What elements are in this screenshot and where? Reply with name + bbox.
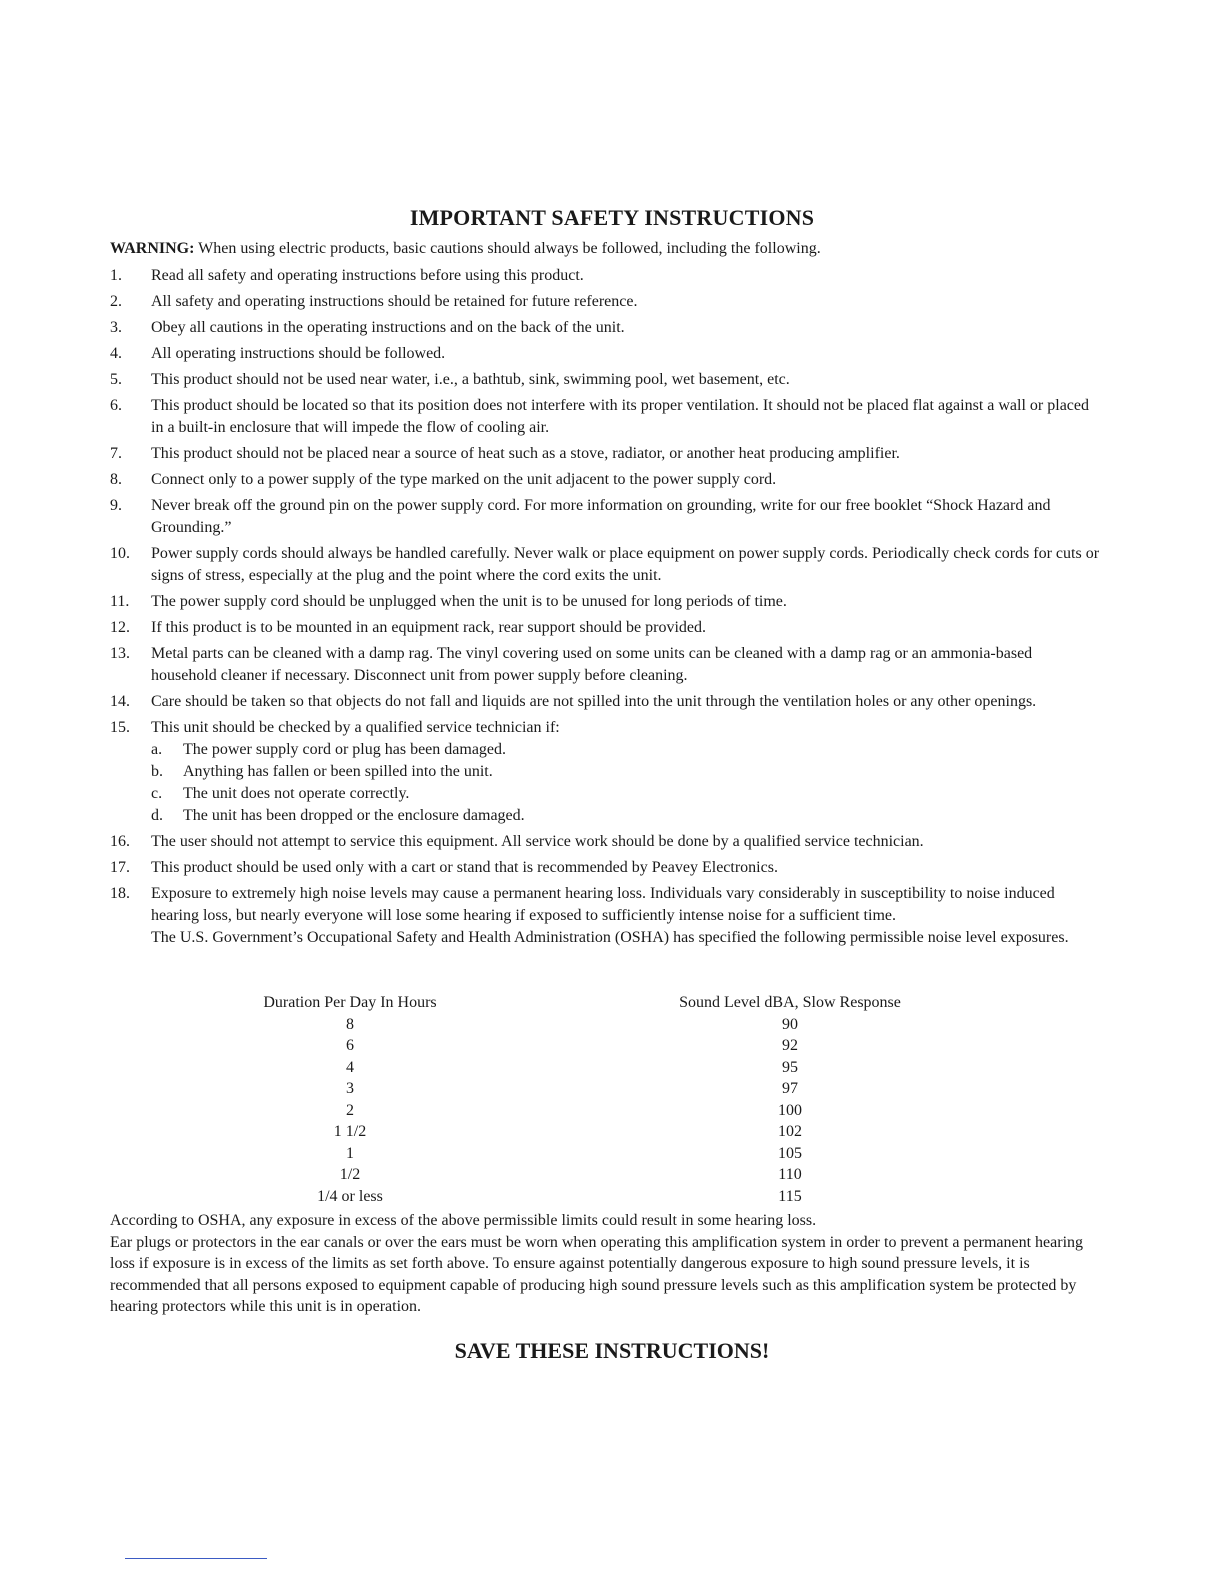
item-text: The power supply cord should be unplugged when the unit is to be unused for long periods of time. [151, 593, 787, 610]
item-text: Exposure to extremely high noise levels may cause a permanent hearing loss. Individuals vary considerably in susceptibility to noise induced hearing loss, but nearly everyone will lose some hearing if exposed to sufficiently intense noise for a sufficient time. [151, 885, 1055, 924]
table-cell: 1/2 [339, 1166, 361, 1183]
sub-item-text: The unit does not operate correctly. [183, 785, 410, 802]
sub-item-text: The unit has been dropped or the enclosure damaged. [183, 807, 525, 824]
list-item [110, 543, 1100, 587]
table-header: Sound Level dBA, Slow Response [679, 994, 901, 1011]
sub-item [151, 761, 1100, 783]
sub-item-letter: c. [151, 785, 163, 802]
item-number: 7. [110, 445, 122, 462]
table-cell: 4 [346, 1058, 354, 1076]
list-item [110, 643, 1100, 687]
item-text: Metal parts can be cleaned with a damp rag. The vinyl covering used on some units can be cleaned with a damp rag or an ammonia-based household cleaner if necessary. Disconnect unit from power supply before cleaning. [151, 645, 1033, 684]
footer-rule [125, 1558, 267, 1559]
item-text: All safety and operating instructions should be retained for future reference. [151, 293, 638, 310]
item-text: The user should not attempt to service this equipment. All service work should be done by a qualified service technician. [151, 833, 924, 850]
list-item [110, 369, 1100, 391]
table-cell: 110 [778, 1166, 802, 1183]
osha-note: The U.S. Government’s Occupational Safety and Health Administration (OSHA) has specified the following permissible noise level exposures. [151, 929, 1069, 946]
item-number: 13. [110, 645, 130, 662]
sub-item-text: The power supply cord or plug has been damaged. [183, 741, 507, 758]
item-number: 11. [110, 593, 130, 610]
table-cell: 2 [346, 1101, 354, 1119]
sound-level-column [640, 992, 940, 1207]
table-cell: 3 [346, 1080, 354, 1097]
list-item [110, 591, 1100, 613]
item-text: All operating instructions should be followed. [151, 345, 446, 362]
item-number: 12. [110, 619, 130, 636]
item-text: Obey all cautions in the operating instructions and on the back of the unit. [151, 319, 625, 336]
list-item [110, 343, 1100, 365]
list-item [110, 857, 1100, 879]
list-item [110, 265, 1100, 287]
warning-paragraph [110, 239, 1110, 259]
item-text: Power supply cords should always be handled carefully. Never walk or place equipment on power supply cords. Periodically check cords for cuts or signs of stress, especially at the plug and the point where the cord exits the unit. [151, 545, 1100, 584]
table-cell: 6 [346, 1037, 354, 1054]
table-header: Duration Per Day In Hours [263, 994, 437, 1011]
table-cell: 100 [778, 1101, 802, 1119]
list-item [110, 469, 1100, 491]
item-number: 9. [110, 497, 122, 514]
item-text: Read all safety and operating instructions before using this product. [151, 267, 584, 284]
duration-column [235, 992, 465, 1207]
table-cell: 115 [778, 1187, 802, 1205]
list-item [110, 831, 1100, 853]
list-item [110, 883, 1100, 949]
item-text: This product should not be placed near a source of heat such as a stove, radiator, or another heat producing amplifier. [151, 445, 900, 462]
list-item [110, 395, 1100, 439]
table-cell: 8 [346, 1015, 354, 1033]
table-cell: 102 [778, 1123, 802, 1140]
list-item [110, 291, 1100, 313]
table-cell: 92 [782, 1037, 798, 1054]
osha-followup [110, 1210, 1110, 1318]
sub-item-letter: b. [151, 763, 163, 780]
sub-item-letter: d. [151, 807, 163, 824]
list-item [110, 691, 1100, 713]
item-text: This product should not be used near water, i.e., a bathtub, sink, swimming pool, wet basement, etc. [151, 371, 790, 388]
item-text: Never break off the ground pin on the power supply cord. For more information on grounding, write for our free booklet “Shock Hazard and Grounding.” [151, 497, 1051, 536]
item-number: 18. [110, 885, 130, 902]
sub-item [151, 805, 1100, 827]
table-cell: 97 [782, 1080, 798, 1097]
item-text: This product should be located so that its position does not interfere with its proper ventilation. It should not be placed flat against a wall or placed in a built-in enclosure that will impede the flow of cooling air. [151, 397, 1089, 436]
item-number: 16. [110, 833, 130, 850]
table-cell: 95 [782, 1058, 798, 1076]
item-number: 10. [110, 545, 130, 562]
list-item [110, 617, 1100, 639]
item-number: 2. [110, 293, 122, 310]
item-number: 8. [110, 471, 122, 488]
warning-label: WARNING: [110, 240, 195, 257]
osha-limit-paragraph: According to OSHA, any exposure in excess of the above permissible limits could result in some hearing loss. [110, 1212, 817, 1229]
table-cell: 1 [346, 1144, 354, 1162]
item-text: This unit should be checked by a qualified service technician if: [151, 719, 560, 736]
list-item [110, 495, 1100, 539]
table-cell: 1/4 or less [317, 1187, 383, 1205]
item-number: 15. [110, 719, 130, 736]
instruction-list [110, 265, 1100, 953]
sub-item-letter: a. [151, 741, 163, 758]
sub-item [151, 739, 1100, 761]
save-instructions-heading: SAVE THESE INSTRUCTIONS! [454, 1338, 770, 1363]
item-number: 5. [110, 371, 122, 388]
list-item [110, 317, 1100, 339]
item-text: Connect only to a power supply of the type marked on the unit adjacent to the power supply cord. [151, 471, 777, 488]
item-number: 3. [110, 319, 122, 336]
sub-item-text: Anything has fallen or been spilled into the unit. [183, 763, 493, 780]
item-number: 6. [110, 397, 122, 414]
item-text: Care should be taken so that objects do not fall and liquids are not spilled into the unit through the ventilation holes or any other openings. [151, 693, 1037, 710]
table-cell: 105 [778, 1144, 802, 1162]
item-number: 14. [110, 693, 130, 710]
hearing-protection-paragraph: Ear plugs or protectors in the ear canals or over the ears must be worn when operating this amplification system in order to prevent a permanent hearing loss if exposure is in excess of the limits as set forth above. To ensure against potentially dangerous exposure to high sound pressure levels, it is recommended that all persons exposed to equipment capable of producing high sound pressure levels such as this amplification system be protected by hearing protectors while this unit is in operation. [110, 1233, 1084, 1315]
item-number: 17. [110, 859, 130, 876]
list-item [110, 717, 1100, 827]
table-cell: 1 1/2 [333, 1123, 367, 1140]
item-number: 4. [110, 345, 122, 362]
page-title: IMPORTANT SAFETY INSTRUCTIONS [409, 205, 815, 230]
item-number: 1. [110, 267, 122, 284]
sub-item [151, 783, 1100, 805]
list-item [110, 443, 1100, 465]
item-text: If this product is to be mounted in an equipment rack, rear support should be provided. [151, 619, 706, 636]
warning-text: When using electric products, basic cautions should always be followed, including the following. [198, 240, 821, 257]
table-cell: 90 [782, 1015, 798, 1033]
item-text: This product should be used only with a cart or stand that is recommended by Peavey Electronics. [151, 859, 778, 876]
